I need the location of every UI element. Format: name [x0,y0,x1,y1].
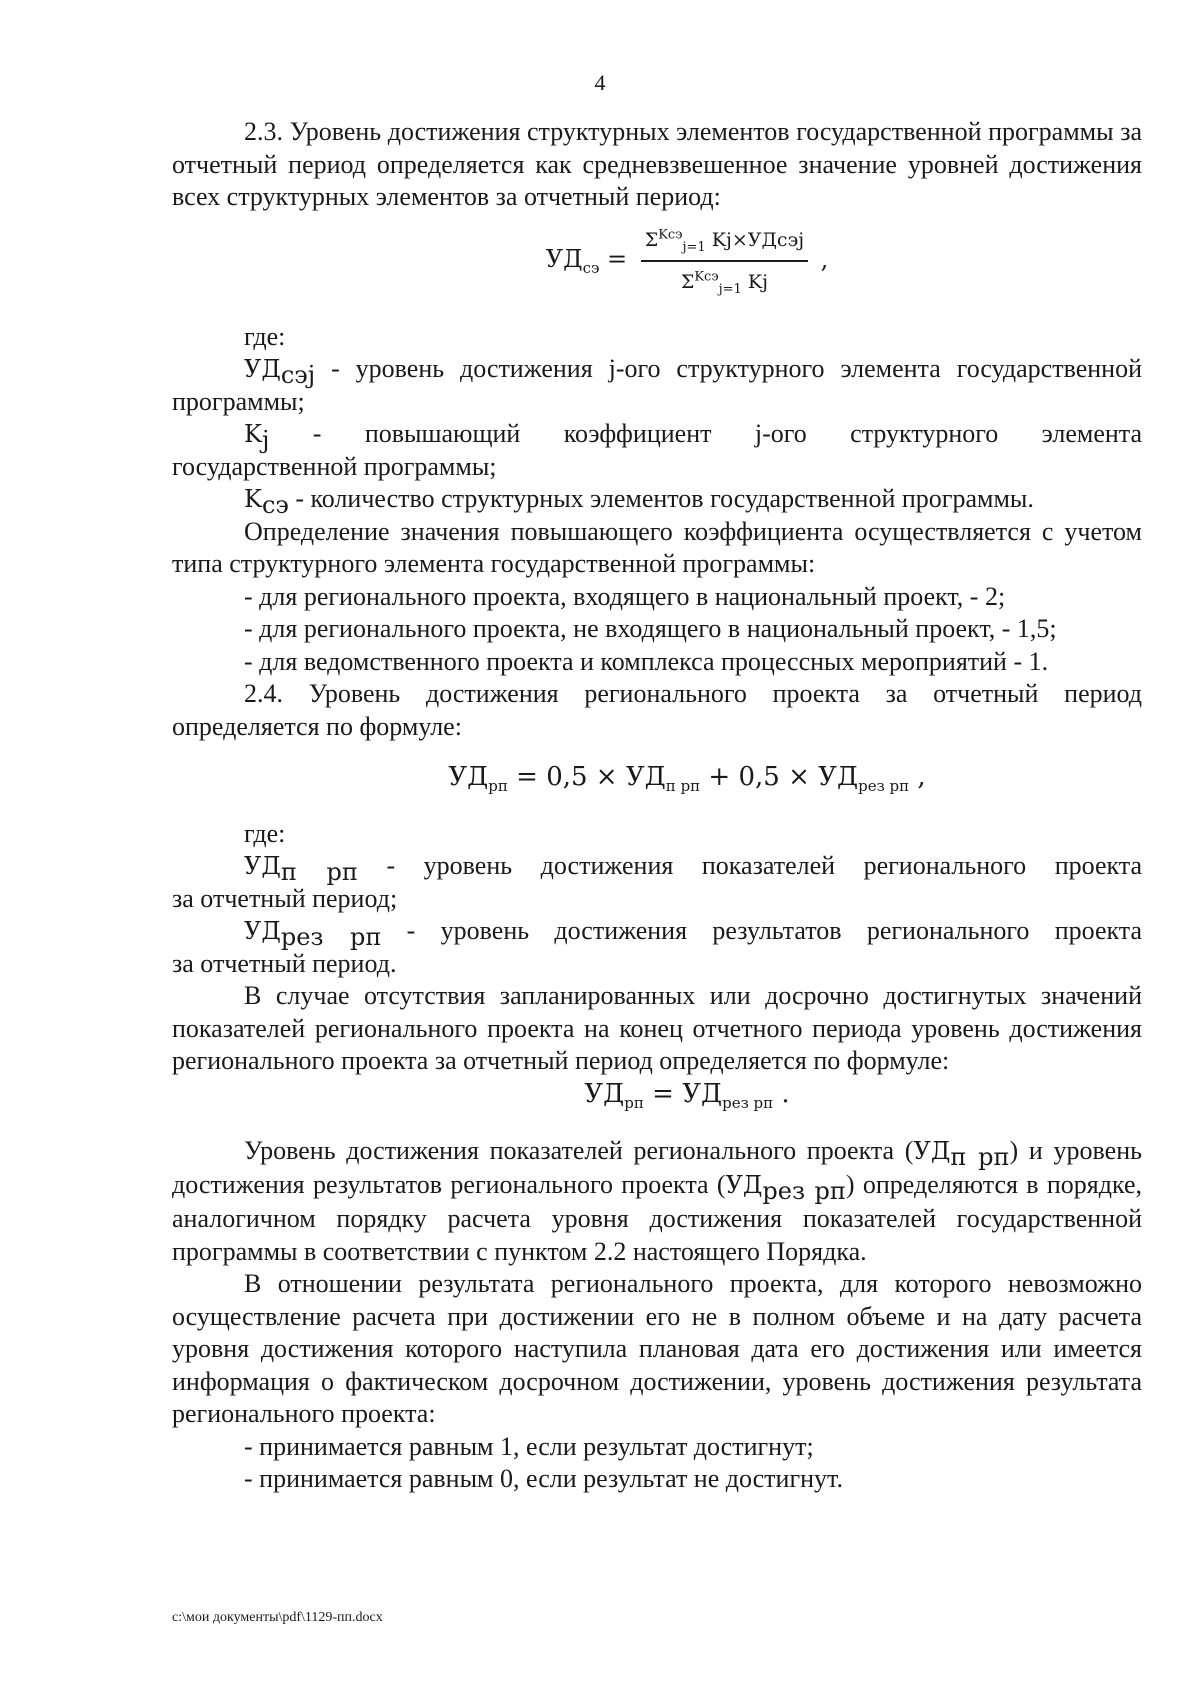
definition-ud-sej: $УД_{сэj}$ - уровень достижения j-ого структурного элемента государственной программы; [172,354,1142,416]
formula-ud-rp-alt: $УД_{рп} = УД_{рез рп}$ . [584,1078,790,1112]
formula-fraction [641,224,808,299]
definition-ud-rez-cont: за отчетный период. [172,948,397,978]
where-label-2: где: [244,818,286,848]
paragraph-coefficient: Определение значения повышающего коэффициента осуществляется с учетом типа структурного элемента государственной программы: [172,516,1142,578]
paragraph-2-4: 2.4. Уровень достижения регионального проекта за отчетный период определяется по формуле: [172,679,1142,741]
page-number: 4 [594,70,606,95]
list-item: - принимается равным 1, если результат достигнут; [244,1431,814,1461]
list-item: - для регионального проекта, входящего в национальный проект, - 2; [244,581,1006,611]
paragraph-case: В случае отсутствия запланированных или досрочно достигнутых значений показателей регионального проекта на конец отчетного периода уровень достижения регионального проекта за отчетный период определяется по формуле: [172,981,1142,1075]
formula-ud-rp: $УД_{рп} = 0,5 \times УД_{п рп} + 0,5 \times УД_{рез рп}$ , [448,762,926,796]
list-item: - принимается равным 0, если результат не достигнут. [244,1464,843,1493]
definition-ud-prp-cont: за отчетный период; [172,883,398,913]
paragraph-result: В отношении результата регионального проекта, для которого невозможно осуществление расчета при достижении его не в полном объеме и на дату расчета уровня достижения которого наступила плановая дата его достижения или имеется информация о фактическом досрочном достижении, уровень достижения результата регионального проекта: [172,1269,1142,1428]
definition-ud-rez: $УД_{рез рп}$ - уровень достижения результатов регионального проекта [244,916,1143,952]
paragraph-level: Уровень достижения показателей регионального проекта $(УД_{п рп})$ и уровень достижения результатов регионального проекта $(УД_{рез рп})$ определяются в порядке, аналогичном порядку расчета уровня достижения показателей государственной программы в соответствии с пунктом 2.2 настоящего Порядка. [172,1136,1142,1266]
formula-lhs: $УД_{сэ}$ = [545,244,635,277]
fraction-numerator: $\Sigma^{Kсэ}_{j=1}$ Kj×УДсэj [641,224,808,263]
where-label-1: где: [244,321,286,351]
fraction-denominator: $\Sigma^{Kсэ}_{j=1}$ Kj [680,269,768,297]
definition-ud-prp: $УД_{п рп}$ - уровень достижения показателей регионального проекта [244,851,1142,887]
formula-ud-se: $УД_{сэ}$ = $\frac{\Sigma^{Kсэ}_{j=1} Kj\times УДсэj}{\Sigma^{Kсэ}_{j=1} Kj}$ , [172,224,1142,299]
definition-kj-cont: государственной программы; [172,451,497,481]
list-item: - для ведомственного проекта и комплекса процессных мероприятий - 1. [244,646,1049,676]
definition-kse: $K_{сэ}$ - количество структурных элементов государственной программы. [244,484,1034,520]
definition-kj: $K_j$ - повышающий коэффициент j-ого структурного элемента [244,419,1142,455]
paragraph-2-3: 2.3. Уровень достижения структурных элементов государственной программы за отчетный период определяется как средневзвешенное значение уровней достижения всех структурных элементов за отчетный период: [172,117,1142,211]
list-item: - для регионального проекта, не входящего в национальный проект, - 1,5; [244,614,1057,643]
document-body [172,116,1142,1496]
file-path-footer: c:\мои документы\pdf\1129-пп.docx [172,1610,383,1625]
